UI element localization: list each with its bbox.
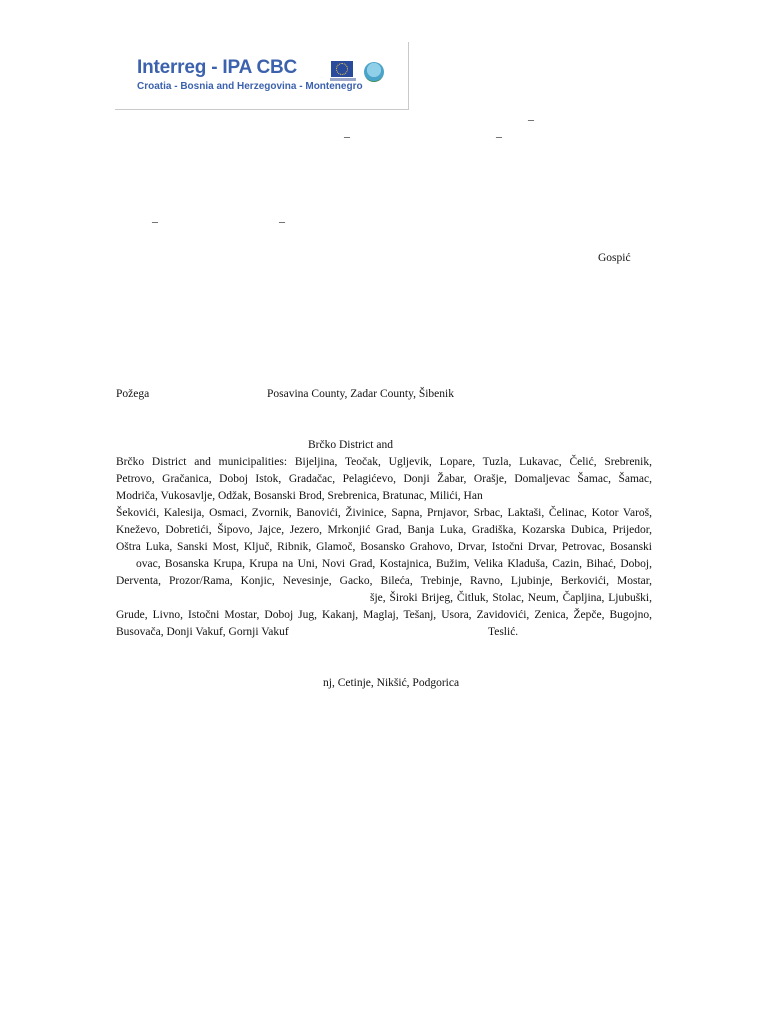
bih-line-10: Grude, Livno, Istočni Mostar, Doboj Jug, Kakanj, Maglaj, Tešanj, Usora, Zavidovići, Zenica, Žepče, Bugojno,: [116, 609, 652, 621]
program-logo: [115, 42, 409, 110]
eu-flag-icon: [331, 61, 353, 77]
logo-brand-text: Interreg - IPA CBC: [137, 57, 298, 78]
dash-mark: –: [496, 129, 502, 143]
dash-mark: –: [528, 112, 534, 126]
bih-line-5: Kneževo, Dobretići, Šipovo, Jajce, Jezero, Mrkonjić Grad, Banja Luka, Gradiška, Kozarska Dubica, Prijedor,: [116, 524, 652, 536]
logo-subtitle: Croatia - Bosnia and Herzegovina - Montenegro: [137, 81, 363, 92]
region-emblem-icon: [364, 62, 384, 82]
text-gospic: Gospić: [598, 252, 631, 264]
bih-line-1: Brčko District and municipalities: Bijeljina, Teočak, Ugljevik, Lopare, Tuzla, Lukavac, Čelić, Srebrenik,: [116, 456, 652, 468]
text-brcko-heading: Brčko District and: [308, 439, 393, 451]
bih-line-11: Busovača, Donji Vakuf, Gornji Vakuf: [116, 626, 289, 638]
text-pozega: Požega: [116, 388, 150, 400]
bih-line-7: ovac, Bosanska Krupa, Krupa na Uni, Novi Grad, Kostajnica, Bužim, Velika Kladuša, Cazin, Bihać, Doboj,: [136, 558, 652, 570]
text-counties: Posavina County, Zadar County, Šibenik: [267, 388, 454, 400]
bih-line-9: šje, Široki Brijeg, Čitluk, Stolac, Neum, Čapljina, Ljubuški,: [370, 592, 652, 604]
bih-line-6: Oštra Luka, Sanski Most, Ključ, Ribnik, Glamoč, Bosansko Grahovo, Drvar, Istočni Drvar, Petrovac, Bosanski: [116, 541, 652, 553]
dash-mark: –: [152, 214, 158, 228]
bih-line-8: Derventa, Prozor/Rama, Konjic, Nevesinje, Gacko, Bileća, Trebinje, Ravno, Ljubinje, Berkovići, Mostar,: [116, 575, 652, 587]
bih-line-12: Teslić.: [488, 626, 519, 638]
dash-mark: –: [279, 214, 285, 228]
bih-line-3: Modriča, Vukosavlje, Odžak, Bosanski Brod, Srebrenica, Bratunac, Milići, Han: [116, 490, 483, 502]
dash-mark: –: [344, 129, 350, 143]
bih-line-4: Šekovići, Kalesija, Osmaci, Zvornik, Banovići, Živinice, Sapna, Prnjavor, Srbac, Laktaši, Čelinac, Kotor Varoš,: [116, 507, 652, 519]
text-montenegro: nj, Cetinje, Nikšić, Podgorica: [323, 677, 460, 689]
bih-line-2: Petrovo, Gračanica, Doboj Istok, Gradačac, Pelagićevo, Donji Žabar, Orašje, Domaljevac Šamac, Šamac,: [116, 473, 652, 485]
